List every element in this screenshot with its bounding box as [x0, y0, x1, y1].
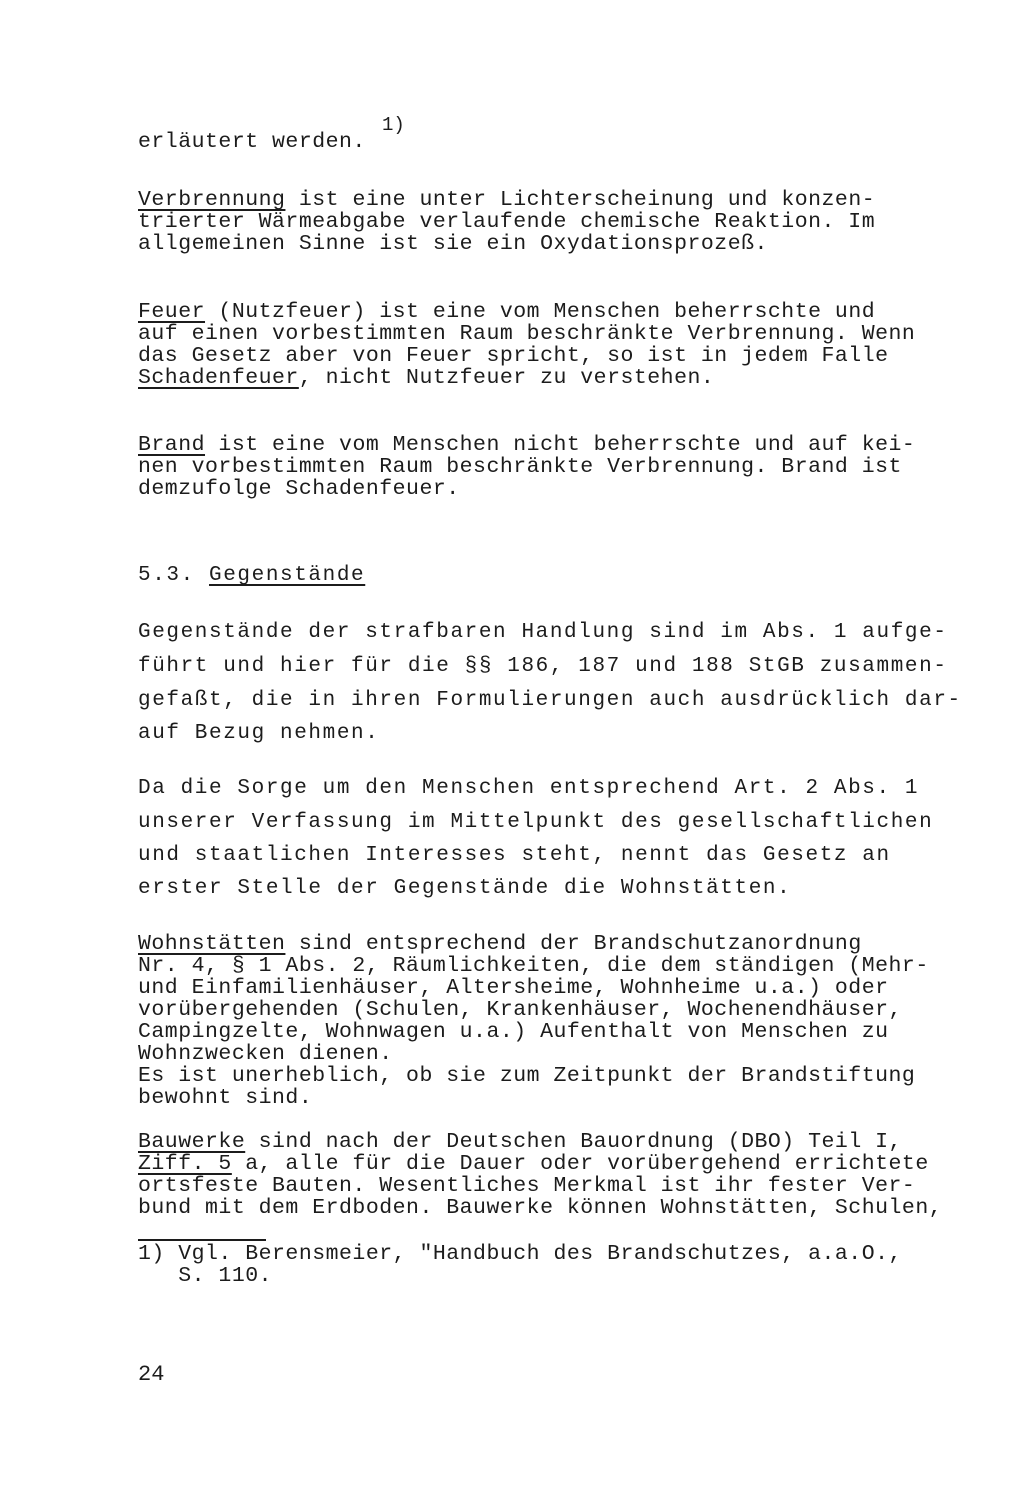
text-line: Campingzelte, Wohnwagen u.a.) Aufenthalt von Menschen zu [138, 1020, 889, 1044]
text-fragment: ist eine vom Menschen nicht beherrschte und auf kei- [205, 433, 916, 457]
footnote-reference: 1) [382, 114, 405, 136]
text-line: auf Bezug nehmen. [138, 722, 380, 745]
term-brand: Brand [138, 433, 206, 457]
term-wohnstaetten: Wohnstätten [138, 932, 286, 956]
text-line: gefaßt, die in ihren Formulierungen auch ausdrücklich dar- [138, 689, 962, 712]
text-line: erster Stelle der Gegenstände die Wohnstätten. [138, 877, 792, 900]
text-line: Gegenstände der strafbaren Handlung sind im Abs. 1 aufge- [138, 621, 948, 644]
definition-wohnstaetten [138, 933, 862, 955]
text-line: auf einen vorbestimmten Raum beschränkte Verbrennung. Wenn [138, 322, 916, 346]
text-line: Nr. 4, § 1 Abs. 2, Räumlichkeiten, die dem ständigen (Mehr- [138, 954, 929, 978]
definition-feuer [138, 301, 875, 323]
text-line [138, 367, 714, 389]
definition-bauwerke [138, 1131, 902, 1153]
text-line: ortsfeste Bauten. Wesentliches Merkmal ist ihr fester Ver- [138, 1174, 916, 1198]
term-schadenfeuer: Schadenfeuer [138, 366, 299, 390]
text-line: nen vorbestimmten Raum beschränkte Verbrennung. Brand ist [138, 455, 902, 479]
text-line [138, 131, 366, 153]
page-number: 24 [138, 1362, 165, 1387]
text-line: Wohnzwecken dienen. [138, 1042, 393, 1066]
text-line: trierter Wärmeabgabe verlaufende chemische Reaktion. Im [138, 210, 876, 234]
text-line: und staatlichen Interesses steht, nennt das Gesetz an [138, 844, 891, 867]
term-bauwerke: Bauwerke [138, 1130, 246, 1154]
text-fragment: sind entsprechend der Brandschutzanordnung [285, 932, 862, 956]
footnote-line: S. 110. [138, 1264, 273, 1288]
text-fragment: ist eine unter Lichterscheinung und konzen- [285, 188, 876, 212]
definition-verbrennung [138, 189, 875, 211]
footnote-separator [138, 1239, 266, 1241]
term-verbrennung: Verbrennung [138, 188, 286, 212]
text-line: und Einfamilienhäuser, Altersheime, Wohnheime u.a.) oder [138, 976, 889, 1000]
term-ziffer: Ziff. 5 [138, 1152, 232, 1176]
text-line: allgemeinen Sinne ist sie ein Oxydationsprozeß. [138, 232, 768, 256]
definition-brand [138, 434, 915, 456]
text-line: bewohnt sind. [138, 1086, 313, 1110]
text-line: das Gesetz aber von Feuer spricht, so ist in jedem Falle [138, 344, 889, 368]
text-line: vorübergehenden (Schulen, Krankenhäuser, Wochenendhäuser, [138, 998, 902, 1022]
text-fragment: (Nutzfeuer) ist eine vom Menschen beherrschte und [205, 300, 876, 324]
section-title: Gegenstände [209, 564, 366, 587]
text-line: Da die Sorge um den Menschen entsprechend Art. 2 Abs. 1 [138, 777, 920, 800]
text-line: demzufolge Schadenfeuer. [138, 477, 460, 501]
text-fragment: erläutert werden. [138, 130, 366, 154]
term-feuer: Feuer [138, 300, 206, 324]
text-fragment: a, alle für die Dauer oder vorübergehend errichtete [231, 1152, 929, 1176]
section-number: 5.3. [138, 564, 210, 587]
section-heading [138, 565, 365, 587]
text-line [138, 1153, 929, 1175]
footnote-line: 1) Vgl. Berensmeier, "Handbuch des Brandschutzes, a.a.O., [138, 1242, 902, 1266]
text-line: unserer Verfassung im Mittelpunkt des gesellschaftlichen [138, 811, 934, 834]
text-line: führt und hier für die §§ 186, 187 und 188 StGB zusammen- [138, 655, 948, 678]
text-fragment: sind nach der Deutschen Bauordnung (DBO) Teil I, [245, 1130, 902, 1154]
text-fragment: , nicht Nutzfeuer zu verstehen. [298, 366, 715, 390]
text-line: Es ist unerheblich, ob sie zum Zeitpunkt der Brandstiftung [138, 1064, 916, 1088]
text-line: bund mit dem Erdboden. Bauwerke können Wohnstätten, Schulen, [138, 1196, 943, 1220]
